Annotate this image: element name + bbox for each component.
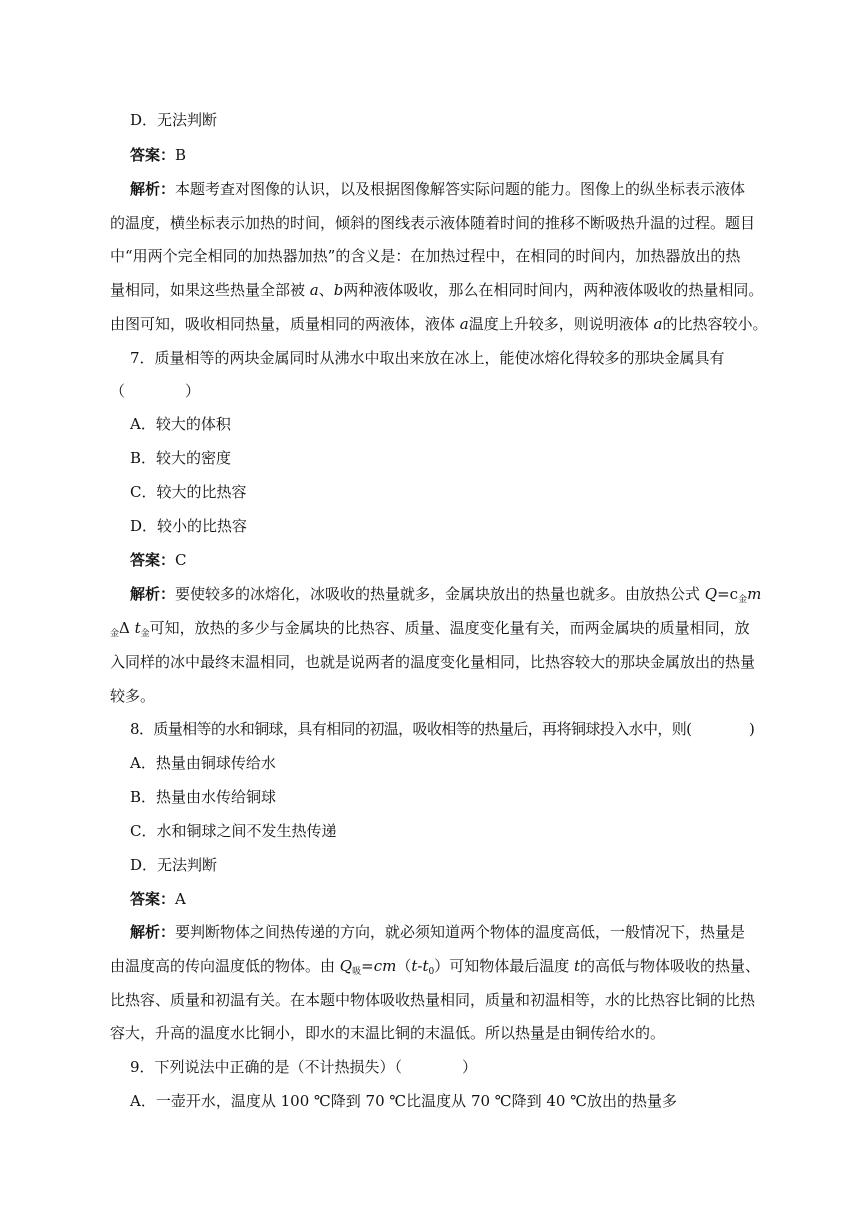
q7-analysis-text-1: 要使较多的冰熔化，冰吸收的热量就多，金属块放出的热量也就多。由放热公式 xyxy=(175,585,705,603)
q6-analysis-line-2: 的温度，横坐标表示加热的时间，倾斜的图线表示液体随着时间的推移不断吸热升温的过程。题目 xyxy=(110,214,756,232)
q8-sub-0: 0 xyxy=(428,967,435,977)
q7-analysis-line-1 xyxy=(130,584,761,604)
q7-analysis-label: 解析： xyxy=(130,585,176,603)
q6-var-a-2: a xyxy=(459,315,469,333)
q8-option-d: D．无法判断 xyxy=(130,856,218,874)
q9-option-a: A．一壶开水，温度从 100 ℃降到 70 ℃比温度从 70 ℃降到 40 ℃放出的热量多 xyxy=(130,1092,677,1110)
q7-formula-c: =c xyxy=(717,585,739,603)
q6-analysis-line-1 xyxy=(130,179,745,199)
q7-answer-value: C xyxy=(175,551,187,569)
q6-analysis-text-5a: 由图可知，吸收相同热量，质量相同的两液体，液体 xyxy=(110,315,460,333)
q7-stem-line-2: （ ） xyxy=(110,382,201,400)
q6-answer-label: 答案： xyxy=(130,146,176,164)
q8-formula-minus: - xyxy=(417,957,423,975)
q8-analysis-line-3: 比热容、质量和初温有关。在本题中物体吸收热量相同，质量和初温相等，水的比热容比铜的比热 xyxy=(110,991,756,1009)
q6-analysis-label: 解析： xyxy=(130,180,176,198)
q8-analysis-line-2 xyxy=(110,956,760,976)
q8-formula-t-2: t xyxy=(574,957,581,975)
q6-analysis-text-4c: 两种液体吸收，那么在相同时间内，两种液体吸收的热量相同。 xyxy=(343,281,764,299)
q8-analysis-text-2b: 可知物体最后温度 xyxy=(449,957,574,975)
q8-sub-xi: 吸 xyxy=(352,967,362,977)
q6-var-a: a xyxy=(309,281,319,299)
q8-analysis-line-1 xyxy=(130,922,745,942)
q7-analysis-line-4: 较多。 xyxy=(110,687,156,705)
q6-analysis-text-4b: 、 xyxy=(318,281,334,299)
q7-analysis-line-2 xyxy=(110,618,750,638)
q7-answer-label: 答案： xyxy=(130,551,176,569)
q7-answer xyxy=(130,550,187,570)
q6-option-d: D．无法判断 xyxy=(130,111,218,129)
q8-option-b: B．热量由水传给铜球 xyxy=(130,788,277,806)
q8-formula-eq: = xyxy=(361,957,374,975)
q8-option-c: C．水和铜球之间不发生热传递 xyxy=(130,822,337,840)
q6-analysis-text-5b: 温度上升较多，则说明液体 xyxy=(468,315,654,333)
q8-analysis-text-2a: 由温度高的传向温度低的物体。由 xyxy=(110,957,340,975)
q7-option-b: B．较大的密度 xyxy=(130,449,232,467)
q7-option-a: A．较大的体积 xyxy=(130,415,231,433)
q6-var-a-3: a xyxy=(653,315,663,333)
q6-analysis-text-1: 本题考查对图像的认识，以及根据图像解答实际问题的能力。图像上的纵坐标表示液体 xyxy=(175,180,746,198)
q6-analysis-line-4 xyxy=(110,280,763,300)
q6-answer xyxy=(130,145,186,165)
q6-answer-value: B xyxy=(175,146,187,164)
q8-paren-open: （ xyxy=(396,957,412,975)
q7-analysis-text-2: 可知，放热的多少与金属块的比热容、质量、温度变化量有关，而两金属块的质量相同，放 xyxy=(149,619,750,637)
q8-formula-q: Q xyxy=(339,957,353,975)
q7-sub-jin-3: 金 xyxy=(140,629,150,639)
q7-option-d: D．较小的比热容 xyxy=(130,517,248,535)
q7-analysis-line-3: 入同样的冰中最终末温相同，也就是说两者的温度变化量相同，比热容较大的那块金属放出的热量 xyxy=(110,653,756,671)
q8-formula-cm: cm xyxy=(373,957,397,975)
q6-analysis-text-5c: 的比热容较小。 xyxy=(662,315,768,333)
q7-analysis-delta: Δ xyxy=(119,619,135,637)
q6-analysis-line-3: 中“用两个完全相同的加热器加热”的含义是：在加热过程中，在相同的时间内，加热器放出的热 xyxy=(110,247,741,265)
q8-answer-label: 答案： xyxy=(130,890,176,908)
q6-var-b: b xyxy=(333,281,344,299)
q8-analysis-text-1: 要判断物体之间热传递的方向，就必须知道两个物体的温度高低，一般情况下，热量是 xyxy=(175,923,746,941)
q7-sub-jin: 金 xyxy=(738,595,748,605)
q6-analysis-text-4a: 量相同，如果这些热量全部被 xyxy=(110,281,310,299)
q9-stem: 9．下列说法中正确的是（不计热损失）（ ） xyxy=(130,1058,478,1076)
q8-answer-value: A xyxy=(175,890,186,908)
q8-paren-close: ） xyxy=(434,957,450,975)
q8-option-a: A．热量由铜球传给水 xyxy=(130,754,276,772)
q8-analysis-text-2c: 的高低与物体吸收的热量、 xyxy=(580,957,761,975)
q7-sub-jin-2: 金 xyxy=(110,629,120,639)
q7-stem-line-1: 7．质量相等的两块金属同时从沸水中取出来放在冰上，能使冰熔化得较多的那块金属具有 xyxy=(130,349,725,367)
q8-formula-t0: t xyxy=(422,957,429,975)
q8-formula-t: t xyxy=(411,957,418,975)
q8-answer xyxy=(130,889,186,909)
q8-analysis-label: 解析： xyxy=(130,923,176,941)
q7-formula-t: t xyxy=(134,619,141,637)
q8-stem: 8．质量相等的水和铜球，具有相同的初温，吸收相等的热量后，再将铜球投入水中，则( ) xyxy=(130,720,755,738)
q8-analysis-line-4: 容大，升高的温度水比铜小，即水的末温比铜的末温低。所以热量是由铜传给水的。 xyxy=(110,1024,666,1042)
q7-option-c: C．较大的比热容 xyxy=(130,483,247,501)
q7-formula-q: Q xyxy=(704,585,718,603)
q6-analysis-line-5 xyxy=(110,314,767,334)
q7-formula-m: m xyxy=(747,585,762,603)
